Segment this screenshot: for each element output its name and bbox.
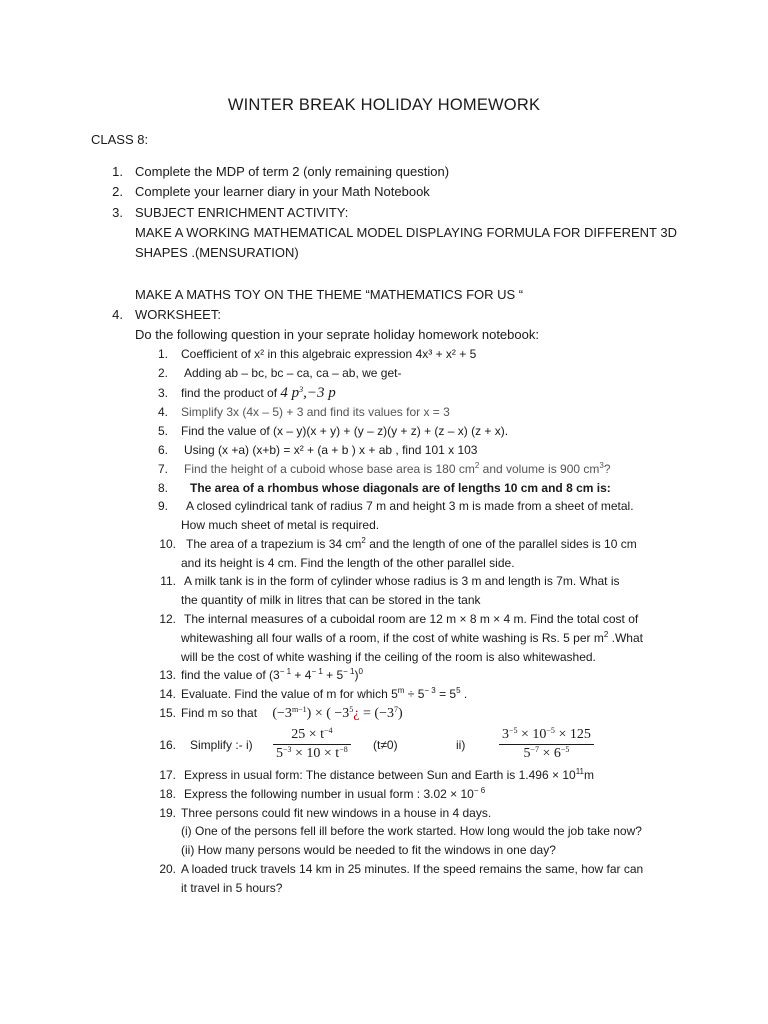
question-number: 8. xyxy=(157,481,168,495)
question-14: Evaluate. Find the value of m for which $5^m \div 5^{- 3} = 5^5$ . xyxy=(181,686,468,701)
question-10: The area of a trapezium is 34 $cm^2$ and the length of one of the parallel sides is 10 cm xyxy=(186,536,637,551)
question-number: 15. xyxy=(159,706,176,720)
question-number: 10. xyxy=(159,537,176,551)
item-4-text: WORKSHEET: xyxy=(135,307,221,322)
question-number: 9. xyxy=(157,499,168,513)
question-number: 18. xyxy=(159,787,176,801)
item-4-instruction: Do the following question in your seprate holiday homework notebook: xyxy=(135,327,539,342)
question-12: The internal measures of a cuboidal room are 12 m × 8 m × 4 m. Find the total cost of xyxy=(184,612,639,626)
question-9: A closed cylindrical tank of radius 7 m and height 3 m is made from a sheet of metal. xyxy=(186,499,634,513)
question-10-cont: and its height is 4 cm. Find the length of the other parallel side. xyxy=(181,556,515,570)
question-number: 7. xyxy=(157,462,168,476)
question-9-cont: How much sheet of metal is required. xyxy=(181,518,380,532)
question-number: 5. xyxy=(157,424,168,438)
question-19-part-i: (i) One of the persons fell ill before the work started. How long would the job take now? xyxy=(181,824,642,838)
question-8: The area of a rhombus whose diagonals are of lengths 10 cm and 8 cm is: xyxy=(190,481,611,495)
question-16-fraction-1: $\frac{25 \times t^{-4}}{5^{-3} \times 10 \times t^{-8}}$ xyxy=(273,726,351,763)
item-3-toy-text: MAKE A MATHS TOY ON THE THEME “MATHEMATICS FOR US “ xyxy=(135,287,524,302)
question-20: A loaded truck travels 14 km in 25 minutes. If the speed remains the same, how far can xyxy=(181,862,644,876)
question-number: 19. xyxy=(159,806,176,820)
question-7: Find the height of a cuboid whose base area is 180 $cm^2$ and volume is 900 $cm^3$? xyxy=(184,461,611,476)
item-1-text: Complete the MDP of term 2 (only remaining question) xyxy=(135,164,450,179)
item-number: 3. xyxy=(112,205,123,220)
question-15: Find m so that $(-3^{m-1})$ × ( $-3^5¿ = (-3^7)$ xyxy=(181,705,403,721)
question-12-cont: whitewashing all four walls of a room, if the cost of white washing is Rs. 5 per $m^2$ .What xyxy=(181,630,643,645)
question-number: 3. xyxy=(157,386,168,400)
page-title: WINTER BREAK HOLIDAY HOMEWORK xyxy=(227,96,541,114)
question-4: Simplify 3x (4x – 5) + 3 and find its values for x = 3 xyxy=(181,405,450,419)
question-13: find the value of $(3^{- 1} + 4^{- 1} + 5^{- 1})^0$ xyxy=(181,667,363,682)
item-2-text: Complete your learner diary in your Math Notebook xyxy=(135,184,430,199)
question-16-condition: (t≠0) xyxy=(373,738,398,752)
question-5: Find the value of (x – y)(x + y) + (y – z)(y + z) + (z – x) (z + x). xyxy=(181,424,509,438)
item-3-shapes-text: SHAPES .(MENSURATION) xyxy=(135,245,299,260)
question-18: Express the following number in usual form : $3.02 \times 10^{- 6}$ xyxy=(184,786,486,801)
question-number: 12. xyxy=(159,612,176,626)
question-11-cont: the quantity of milk in litres that can be stored in the tank xyxy=(181,593,481,607)
question-19-part-ii: (ii) How many persons would be needed to fit the windows in one day? xyxy=(181,843,556,857)
question-number: 20. xyxy=(159,862,176,876)
question-number: 4. xyxy=(157,405,168,419)
question-1: Coefficient of x² in this algebraic expression 4x³ + x² + 5 xyxy=(181,347,477,361)
question-number: 2. xyxy=(157,366,168,380)
question-3: find the product of 4 $p^3,-3$ p xyxy=(181,385,336,401)
class-label: CLASS 8: xyxy=(91,132,149,147)
question-19: Three persons could fit new windows in a house in 4 days. xyxy=(181,806,492,820)
question-number: 16. xyxy=(159,738,176,752)
item-3-text: SUBJECT ENRICHMENT ACTIVITY: xyxy=(135,205,349,220)
question-2: Adding ab – bc, bc – ca, ca – ab, we get- xyxy=(184,366,402,380)
question-20-cont: it travel in 5 hours? xyxy=(181,881,283,895)
item-number: 1. xyxy=(112,164,123,179)
question-number: 13. xyxy=(159,668,176,682)
question-11: A milk tank is in the form of cylinder whose radius is 3 m and length is 7m. What is xyxy=(184,574,620,588)
question-16-label: Simplify :- i) xyxy=(190,738,253,752)
question-12-cont2: will be the cost of white washing if the ceiling of the room is also whitewashed. xyxy=(181,650,596,664)
question-number: 1. xyxy=(157,347,168,361)
question-6: Using (x +a) (x+b) = x² + (a + b ) x + ab , find 101 x 103 xyxy=(184,443,478,457)
question-number: 6. xyxy=(157,443,168,457)
question-16-fraction-2: $\frac{3^{-5} \times 10^{-5} \times 125}{5^{-7} \times 6^{-5}}$ xyxy=(499,726,594,763)
item-number: 2. xyxy=(112,184,123,199)
item-number: 4. xyxy=(112,307,123,322)
question-number: 14. xyxy=(159,687,176,701)
item-3-model-text: MAKE A WORKING MATHEMATICAL MODEL DISPLAYING FORMULA FOR DIFFERENT 3D xyxy=(135,225,677,240)
question-number: 17. xyxy=(159,768,176,782)
question-number: 11. xyxy=(160,574,176,588)
question-16-part-ii: ii) xyxy=(456,738,466,752)
question-17: Express in usual form: The distance between Sun and Earth is $1.496 \times 10^{11}m$ xyxy=(184,767,594,782)
